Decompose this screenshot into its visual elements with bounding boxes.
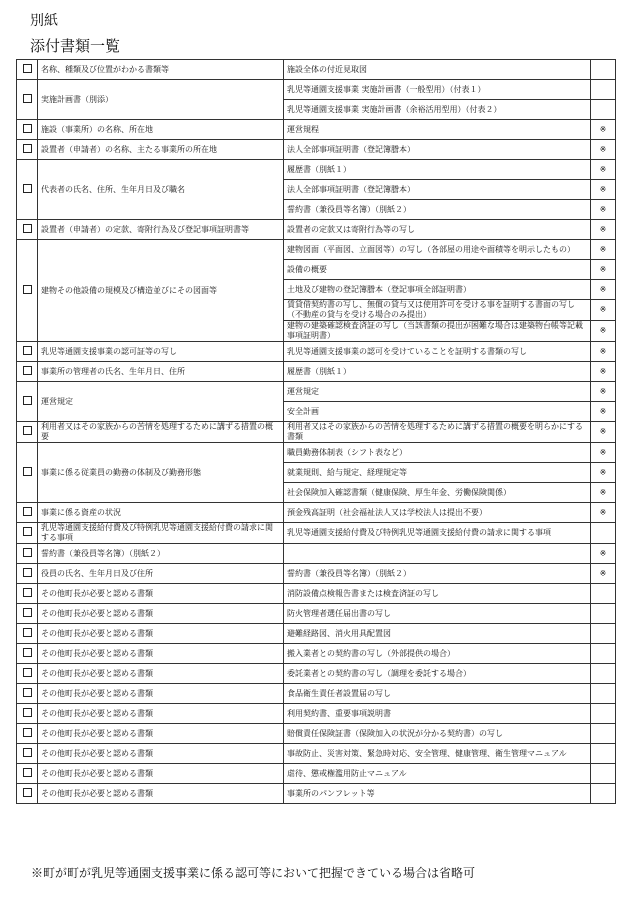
omission-mark-cell [591,644,616,664]
document-cell: 賃貸借契約書の写し、無償の貸与又は使用許可を受ける事を証明する書面の写し（不動産の貸与を受ける場合のみ提出） [284,300,591,321]
requirement-cell: その他町長が必要と認める書類 [38,744,284,764]
document-cell: 事故防止、災害対策、緊急時対応、安全管理、健康管理、衛生管理マニュアル [284,744,591,764]
checkbox[interactable] [23,728,32,737]
checkbox-cell [17,764,38,784]
omission-mark-cell: ※ [591,140,616,160]
omission-mark-cell: ※ [591,422,616,443]
table-row [17,784,616,804]
omission-mark-cell: ※ [591,120,616,140]
checkbox-cell [17,564,38,584]
document-cell: 乳児等通園支援事業の認可を受けていることを証明する書類の写し [284,342,591,362]
table-row [17,544,616,564]
document-cell: 土地及び建物の登記簿謄本（登記事項全部証明書） [284,280,591,300]
document-cell: 設置者の定款又は寄附行為等の写し [284,220,591,240]
checkbox[interactable] [23,588,32,597]
omission-mark-cell [591,60,616,80]
requirement-cell: 乳児等通園支援給付費及び特例乳児等通園支援給付費の請求に関する事項 [38,523,284,544]
omission-mark-cell: ※ [591,300,616,321]
requirement-cell: その他町長が必要と認める書類 [38,724,284,744]
table-row [17,443,616,463]
checkbox[interactable] [23,507,32,516]
document-cell: 法人全部事項証明書（登記簿謄本） [284,140,591,160]
omission-mark-cell [591,784,616,804]
document-cell: 安全計画 [284,402,591,422]
table-row [17,523,616,544]
checkbox-cell [17,443,38,503]
document-cell: 施設全体の付近見取図 [284,60,591,80]
requirement-cell: 設置者（申請者）の定款、寄附行為及び登記事項証明書等 [38,220,284,240]
table-row [17,604,616,624]
checkbox[interactable] [23,568,32,577]
document-cell: 搬入業者との契約書の写し（外部提供の場合） [284,644,591,664]
table-row [17,644,616,664]
table-row [17,80,616,100]
table-row [17,724,616,744]
document-cell: 運営規程 [284,120,591,140]
checkbox-cell [17,644,38,664]
omission-mark-cell [591,684,616,704]
omission-mark-cell [591,724,616,744]
requirement-cell: 建物その他設備の規模及び構造並びにその図面等 [38,240,284,342]
requirement-cell: 利用者又はその家族からの苦情を処理するために講ずる措置の概要 [38,422,284,443]
checkbox[interactable] [23,285,32,294]
omission-mark-cell [591,624,616,644]
omission-mark-cell [591,604,616,624]
checkbox-cell [17,120,38,140]
checkbox[interactable] [23,426,32,435]
omission-mark-cell: ※ [591,342,616,362]
omission-mark-cell [591,764,616,784]
checkbox-cell [17,664,38,684]
requirement-cell: その他町長が必要と認める書類 [38,684,284,704]
requirement-cell: 施設（事業所）の名称、所在地 [38,120,284,140]
table-row [17,764,616,784]
checkbox[interactable] [23,396,32,405]
checkbox-cell [17,503,38,523]
document-cell: 避難経路図、消火用具配置図 [284,624,591,644]
table-row [17,160,616,180]
checkbox-cell [17,362,38,382]
document-cell: 履歴書（別紙１） [284,362,591,382]
table-row [17,584,616,604]
table-row [17,140,616,160]
document-cell: 利用者又はその家族からの苦情を処理するために講ずる措置の概要を明らかにする書類 [284,422,591,443]
table-row [17,624,616,644]
omission-mark-cell: ※ [591,260,616,280]
omission-mark-cell [591,584,616,604]
document-cell [284,544,591,564]
document-cell: 賠償責任保険証書（保険加入の状況が分かる契約書）の写し [284,724,591,744]
table-row [17,220,616,240]
document-cell: 法人全部事項証明書（登記簿謄本） [284,180,591,200]
checkbox[interactable] [23,668,32,677]
checkbox[interactable] [23,64,32,73]
document-cell: 乳児等通園支援事業 実施計画書（一般型用）（付表１） [284,80,591,100]
attachment-table [16,59,616,804]
checkbox-cell [17,523,38,544]
requirement-cell: 事業に係る資産の状況 [38,503,284,523]
checkbox-cell [17,544,38,564]
footnote: ※町が町が乳児等通園支援事業に係る認可等において把握できている場合は省略可 [31,866,476,880]
checkbox[interactable] [23,548,32,557]
checkbox-cell [17,342,38,362]
requirement-cell: その他町長が必要と認める書類 [38,784,284,804]
table-row [17,422,616,443]
checkbox-cell [17,382,38,422]
checkbox[interactable] [23,224,32,233]
checkbox-cell [17,584,38,604]
document-cell: 預金残高証明（社会福祉法人又は学校法人は提出不要） [284,503,591,523]
checkbox-cell [17,80,38,120]
table-row [17,120,616,140]
document-cell: 乳児等通園支援給付費及び特例乳児等通園支援給付費の請求に関する事項 [284,523,591,544]
checkbox-cell [17,140,38,160]
document-cell: 防火管理者選任届出書の写し [284,604,591,624]
page-title: 添付書類一覧 [30,37,121,55]
omission-mark-cell [591,100,616,120]
checkbox[interactable] [23,708,32,717]
omission-mark-cell: ※ [591,402,616,422]
omission-mark-cell [591,704,616,724]
checkbox-cell [17,604,38,624]
requirement-cell: 事業に係る従業員の勤務の体制及び勤務形態 [38,443,284,503]
requirement-cell: 乳児等通園支援事業の認可証等の写し [38,342,284,362]
requirement-cell: 実施計画書（別添） [38,80,284,120]
omission-mark-cell [591,80,616,100]
table-row [17,564,616,584]
requirement-cell: 誓約書（兼役員等名簿）（別紙２） [38,544,284,564]
omission-mark-cell: ※ [591,443,616,463]
omission-mark-cell: ※ [591,362,616,382]
document-cell: 設備の概要 [284,260,591,280]
omission-mark-cell [591,664,616,684]
checkbox[interactable] [23,748,32,757]
checkbox[interactable] [23,184,32,193]
checkbox-cell [17,220,38,240]
requirement-cell: 設置者（申請者）の名称、主たる事業所の所在地 [38,140,284,160]
requirement-cell: その他町長が必要と認める書類 [38,584,284,604]
checkbox[interactable] [23,527,32,536]
document-cell: 消防設備点検報告書または検査済証の写し [284,584,591,604]
document-cell: 食品衛生責任者設置届の写し [284,684,591,704]
table-row [17,684,616,704]
document-cell: 社会保険加入確認書類（健康保険、厚生年金、労働保険関係） [284,483,591,503]
checkbox[interactable] [23,608,32,617]
document-cell: 委託業者との契約書の写し（調理を委託する場合） [284,664,591,684]
requirement-cell: その他町長が必要と認める書類 [38,764,284,784]
checkbox-cell [17,744,38,764]
checkbox-cell [17,704,38,724]
checkbox-cell [17,724,38,744]
table-row [17,362,616,382]
omission-mark-cell: ※ [591,160,616,180]
checkbox[interactable] [23,124,32,133]
checkbox-cell [17,60,38,80]
document-cell: 乳児等通園支援事業 実施計画書（余裕活用型用）（付表２） [284,100,591,120]
omission-mark-cell: ※ [591,200,616,220]
omission-mark-cell: ※ [591,321,616,342]
document-cell: 建物図面（平面図、立面図等）の写し（各部屋の用途や面積等を明示したもの） [284,240,591,260]
requirement-cell: 代表者の氏名、住所、生年月日及び職名 [38,160,284,220]
checkbox-cell [17,624,38,644]
requirement-cell: 名称、種類及び位置がわかる書類等 [38,60,284,80]
document-cell: 虐待、懲戒権濫用防止マニュアル [284,764,591,784]
document-cell: 履歴書（別紙１） [284,160,591,180]
omission-mark-cell: ※ [591,564,616,584]
table-row [17,342,616,362]
requirement-cell: 役員の氏名、生年月日及び住所 [38,564,284,584]
table-row [17,704,616,724]
checkbox[interactable] [23,144,32,153]
checkbox-cell [17,684,38,704]
requirement-cell: 事業所の管理者の氏名、生年月日、住所 [38,362,284,382]
omission-mark-cell: ※ [591,240,616,260]
checkbox[interactable] [23,346,32,355]
document-cell: 建物の建築確認検査済証の写し（当該書類の提出が困難な場合は建築物台帳等記載事項証明書） [284,321,591,342]
checkbox[interactable] [23,94,32,103]
requirement-cell: その他町長が必要と認める書類 [38,704,284,724]
checkbox[interactable] [23,628,32,637]
omission-mark-cell: ※ [591,463,616,483]
checkbox-cell [17,784,38,804]
omission-mark-cell: ※ [591,544,616,564]
checkbox[interactable] [23,688,32,697]
checkbox[interactable] [23,366,32,375]
document-cell: 運営規定 [284,382,591,402]
checkbox[interactable] [23,467,32,476]
omission-mark-cell [591,523,616,544]
document-cell: 就業規則、給与規定、経理規定等 [284,463,591,483]
table-row [17,503,616,523]
document-cell: 職員勤務体制表（シフト表など） [284,443,591,463]
omission-mark-cell: ※ [591,382,616,402]
table-row [17,240,616,260]
checkbox[interactable] [23,768,32,777]
table-row [17,382,616,402]
omission-mark-cell: ※ [591,483,616,503]
omission-mark-cell: ※ [591,280,616,300]
table-row [17,664,616,684]
omission-mark-cell: ※ [591,220,616,240]
checkbox[interactable] [23,648,32,657]
requirement-cell: 運営規定 [38,382,284,422]
omission-mark-cell: ※ [591,180,616,200]
requirement-cell: その他町長が必要と認める書類 [38,664,284,684]
checkbox-cell [17,422,38,443]
table-row [17,60,616,80]
checkbox-cell [17,240,38,342]
checkbox[interactable] [23,788,32,797]
checkbox-cell [17,160,38,220]
omission-mark-cell: ※ [591,503,616,523]
document-cell: 誓約書（兼役員等名簿）（別紙２） [284,200,591,220]
document-cell: 事業所のパンフレット等 [284,784,591,804]
table-row [17,744,616,764]
document-cell: 利用契約書、重要事項説明書 [284,704,591,724]
requirement-cell: その他町長が必要と認める書類 [38,604,284,624]
omission-mark-cell [591,744,616,764]
requirement-cell: その他町長が必要と認める書類 [38,644,284,664]
requirement-cell: その他町長が必要と認める書類 [38,624,284,644]
document-cell: 誓約書（兼役員等名簿）（別紙２） [284,564,591,584]
attachment-label: 別紙 [30,13,58,29]
